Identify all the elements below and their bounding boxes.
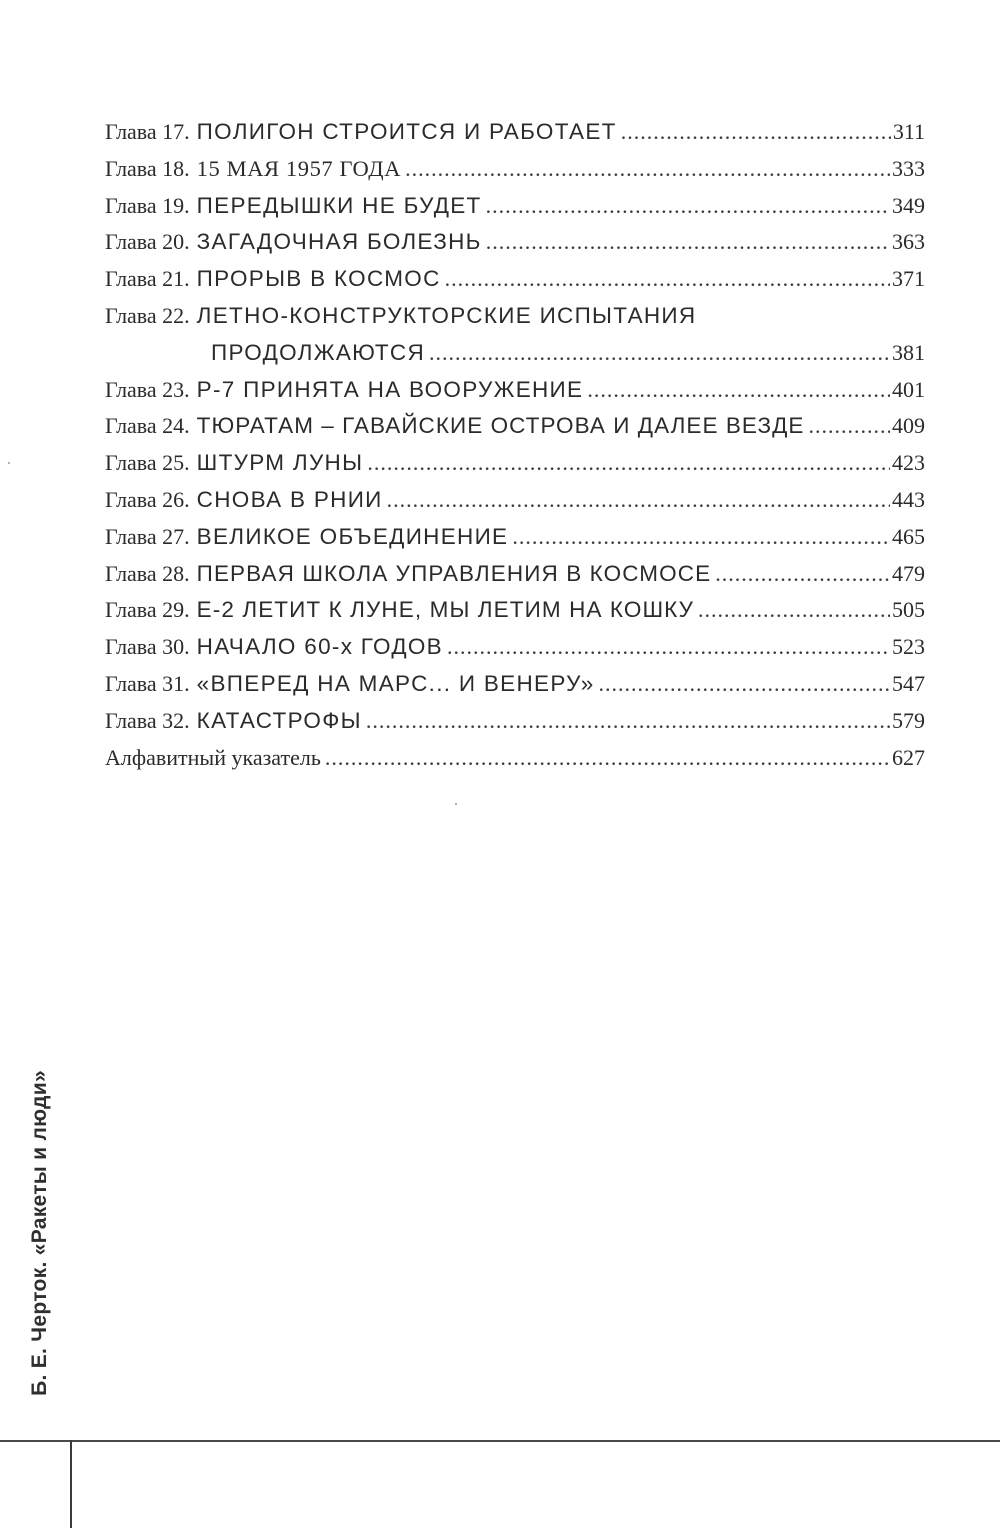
page-number: 409 [892,413,925,439]
toc-entry-29[interactable] [105,592,925,629]
toc-entry-22-continued[interactable] [105,335,925,372]
chapter-number: Глава 29. [105,597,190,623]
print-speck [455,803,457,805]
toc-entry-23[interactable] [105,372,925,409]
toc-entry-17[interactable] [105,114,925,151]
dot-leader [445,261,890,298]
dot-leader [587,372,890,409]
toc-entry-21[interactable] [105,261,925,298]
dot-leader [405,151,890,188]
chapter-number: Глава 32. [105,707,190,733]
chapter-number: Глава 22. [105,302,190,328]
chapter-title: Е-2 ЛЕТИТ К ЛУНЕ, МЫ ЛЕТИМ НА КОШКУ [196,597,695,623]
dot-leader [512,519,890,556]
chapter-number: Глава 24. [105,413,190,439]
page-number: 333 [892,155,925,181]
chapter-number: Глава 19. [105,192,190,218]
print-speck [8,462,10,464]
page-number: 381 [892,339,925,365]
chapter-title: ПЕРВАЯ ШКОЛА УПРАВЛЕНИЯ В КОСМОСЕ [196,560,712,586]
chapter-title: ПРОРЫВ В КОСМОС [196,266,441,292]
dot-leader [367,445,890,482]
dot-leader [808,408,890,445]
chapter-number: Глава 21. [105,266,190,292]
chapter-number: Глава 20. [105,229,190,255]
chapter-number: Глава 17. [105,119,190,144]
page-number: 465 [892,523,925,549]
chapter-title: КАТАСТРОФЫ [196,707,362,733]
page-number: 443 [892,486,925,512]
page-number: 349 [892,192,925,218]
chapter-title: ЛЕТНО-КОНСТРУКТОРСКИЕ ИСПЫТАНИЯ [196,302,697,328]
page-number: 523 [892,634,925,660]
dot-leader [599,666,890,703]
horizontal-rule [0,1440,1000,1442]
page-number: 423 [892,450,925,476]
toc-entry-19[interactable] [105,188,925,225]
chapter-title: 15 МАЯ 1957 ГОДА [196,155,402,181]
toc-entry-28[interactable] [105,556,925,593]
chapter-title: ПЕРЕДЫШКИ НЕ БУДЕТ [196,192,482,218]
chapter-title: ВЕЛИКОЕ ОБЪЕДИНЕНИЕ [196,523,509,549]
dot-leader [387,482,890,519]
page-number: 547 [892,670,925,696]
chapter-number: Глава 18. [105,155,190,181]
vertical-rule [70,1440,72,1528]
dot-leader [429,335,890,372]
toc-entry-25[interactable] [105,445,925,482]
chapter-number: Глава 27. [105,523,190,549]
page-number: 311 [892,119,925,144]
toc-entry-index[interactable] [105,740,925,777]
chapter-number: Глава 31. [105,670,190,696]
page-number: 505 [892,597,925,623]
spine-credit [10,1030,70,1435]
dot-leader [447,629,890,666]
toc-entry-20[interactable] [105,224,925,261]
dot-leader [325,740,890,777]
toc-entry-22[interactable] [105,298,925,335]
dot-leader [715,556,890,593]
chapter-number: Глава 28. [105,560,190,586]
chapter-title: Р-7 ПРИНЯТА НА ВООРУЖЕНИЕ [196,376,584,402]
table-of-contents [105,114,925,776]
dot-leader [486,224,890,261]
dot-leader [486,188,890,225]
chapter-title: ЗАГАДОЧНАЯ БОЛЕЗНЬ [196,229,482,255]
toc-entry-30[interactable] [105,629,925,666]
page-number: 401 [892,376,925,402]
chapter-number: Глава 25. [105,450,190,476]
chapter-title: ПОЛИГОН СТРОИТСЯ И РАБОТАЕТ [196,119,617,144]
chapter-title-continued: ПРОДОЛЖАЮТСЯ [211,339,426,365]
spine-credit-text: Б. Е. Черток. «Ракеты и люди» [28,1069,52,1396]
dot-leader [621,114,891,151]
dot-leader [366,703,890,740]
page-number: 363 [892,229,925,255]
toc-entry-26[interactable] [105,482,925,519]
chapter-title: ШТУРМ ЛУНЫ [196,450,364,476]
page-number: 627 [892,744,925,770]
dot-leader [698,592,890,629]
toc-entry-32[interactable] [105,703,925,740]
chapter-number: Глава 26. [105,486,190,512]
page-number: 479 [892,560,925,586]
chapter-number: Глава 30. [105,634,190,660]
chapter-title: «ВПЕРЕД НА МАРС... И ВЕНЕРУ» [196,670,595,696]
chapter-title: СНОВА В РНИИ [196,486,383,512]
chapter-number: Глава 23. [105,376,190,402]
toc-entry-18[interactable] [105,151,925,188]
page-number: 371 [892,266,925,292]
chapter-title: ТЮРАТАМ – ГАВАЙСКИЕ ОСТРОВА И ДАЛЕЕ ВЕЗДЕ [196,413,805,439]
index-label: Алфавитный указатель [105,744,321,770]
toc-entry-24[interactable] [105,408,925,445]
page-number: 579 [892,707,925,733]
toc-entry-27[interactable] [105,519,925,556]
toc-entry-31[interactable] [105,666,925,703]
chapter-title: НАЧАЛО 60-х ГОДОВ [196,634,443,660]
